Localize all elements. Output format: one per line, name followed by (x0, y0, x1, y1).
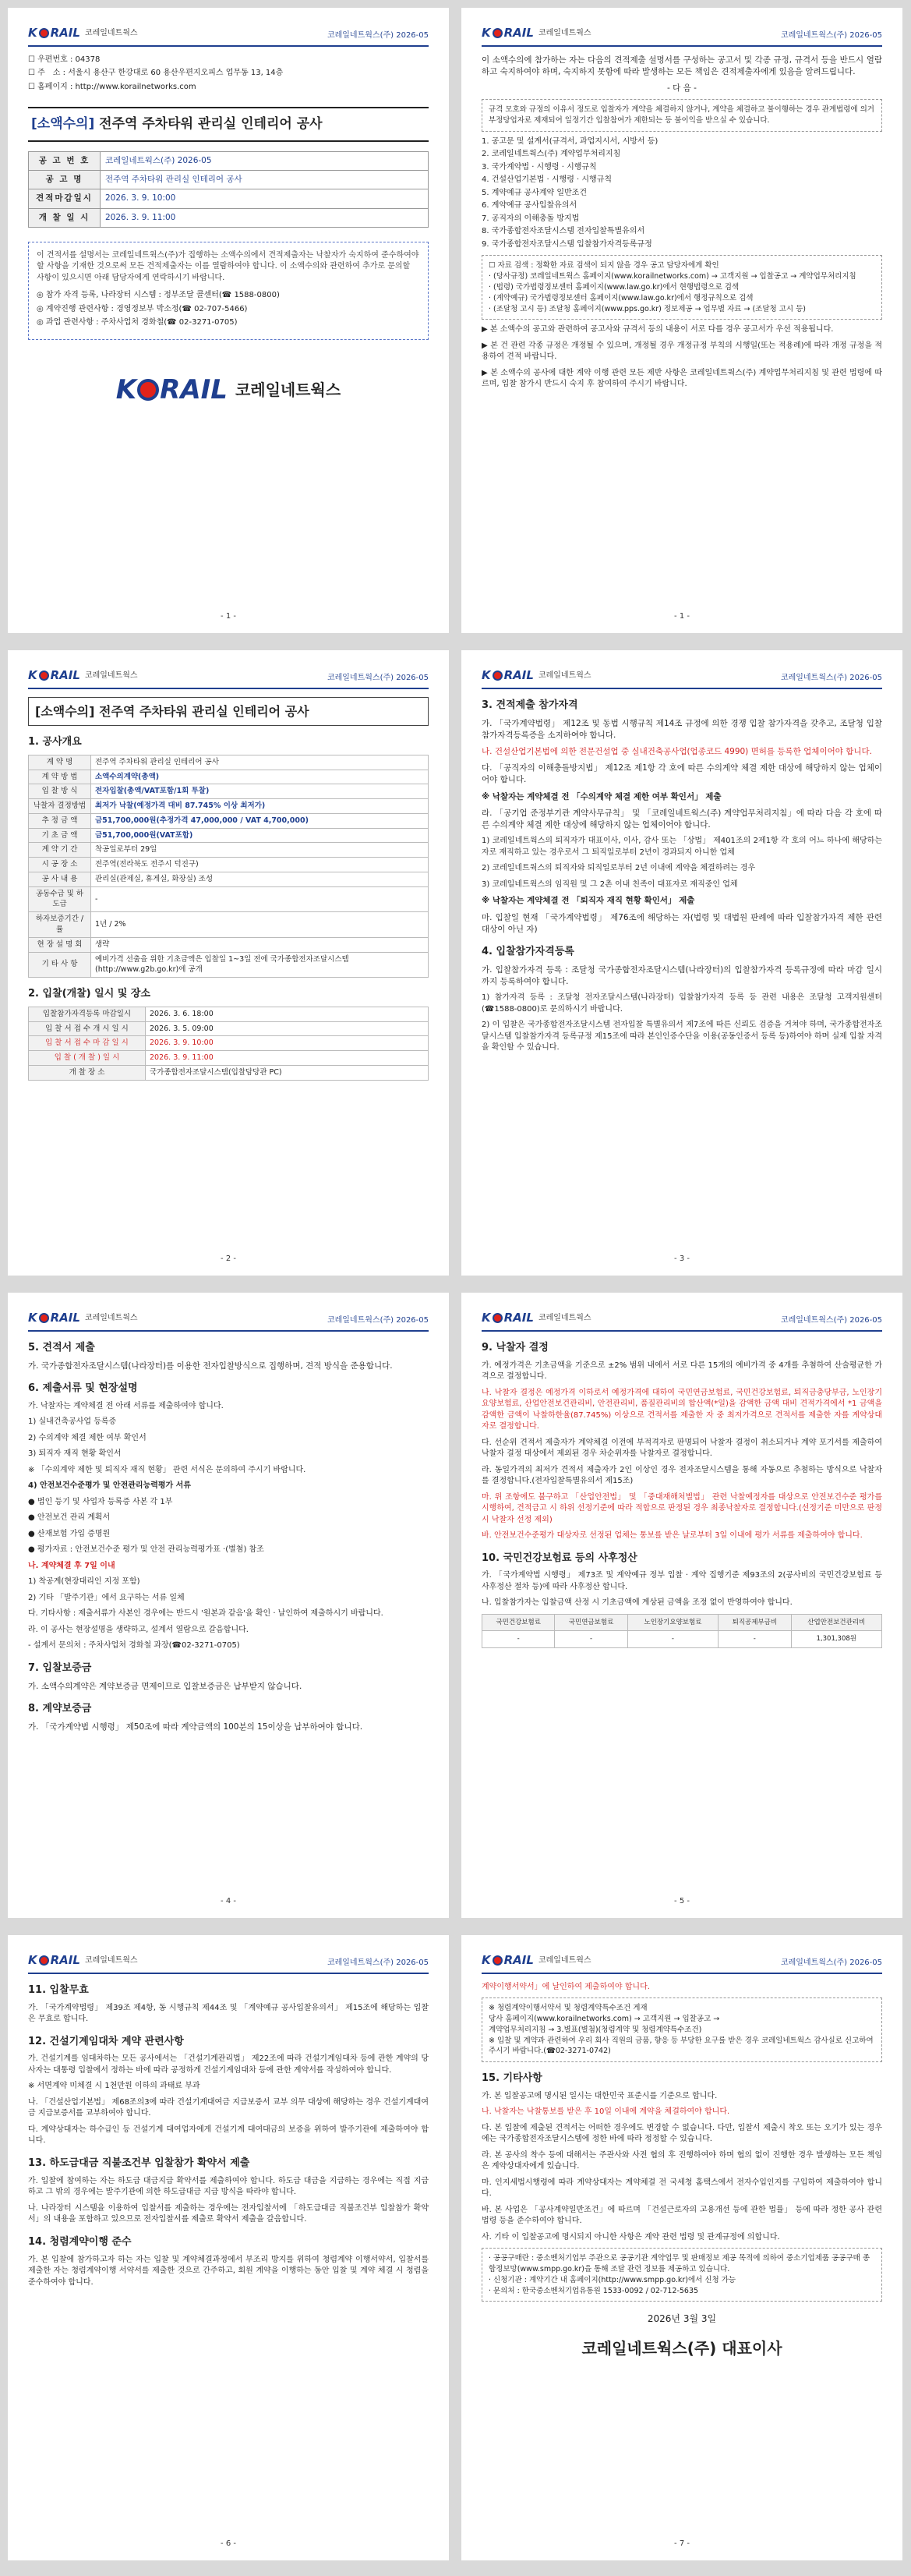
page-title: [소액수의] 전주역 주차타워 관리실 인테리어 공사 (28, 107, 429, 142)
page-2: K RAIL 코레일네트웍스 코레일네트웍스(주) 2026-05 이 소액수의에 참가하는 자는 다음의 견적제출 설명서를 구성하는 공고서 및 각종 규정, 규격서 등을 반드시 열람하고 숙지하여야 하며, 숙지하지 못함에 따라 발생하는 모든 책임은 견적제출자에게 있음을 알려드립니다. - 다 음 - 규격 모호와 규정의 이유서 정도로 입찰자가 계약을 체결하지 않거나, 계약을 체결하고 불이행하는 경우 관계법령에 의거 부정당업자로 제재되어 일정기간 입찰참여가 제한되는 등 불이익을 받으실 수 있습니다. 1. 공고문 및 설계서(규격서, 과업지시서, 시방서 등) 2. 코레일네트웍스(주) 계약업무처리지침 3. 국가계약법 · 시행령 · 시행규칙 4. 건설산업기본법 · 시행령 · 시행규칙 5. 계약예규 공사계약 일반조건 6. 계약예규 공사입찰유의서 7. 공직자의 이해충돌 방지법 8. 국가종합전자조달시스템 전자입찰특별유의서 9. 국가종합전자조달시스템 입찰참가자격등록규정 ☐ 자료 검색 : 정확한 자료 검색이 되지 않을 경우 공고 담당자에게 확인 · (당사규정) 코레일네트웍스 홈페이지(www.korailnetworks.com) → 고객지원 → 입찰공고 → 계약업무처리지침 · (법령) 국가법령정보센터 홈페이지(www.law.go.kr)에서 현행법령으로 검색 · (계약예규) 국가법령정보센터 홈페이지(www.law.go.kr)에서 행정규칙으로 검색 · (조달청 고시 등) 조달청 홈페이지(www.pps.go.kr) 정보제공 → 업무별 자료 → (조달청 고시 등) ▶ 본 소액수의 공고와 관련하여 공고사와 규격서 등의 내용이 서로 다를 경우 공고서가 우선 적용됩니다. ▶ 본 건 관련 각종 규정은 개정될 수 있으며, 개정될 경우 개정규정 부칙의 시행일(또는 적용례)에 따라 개정 규정을 적용하여 견적 바랍니다. ▶ 본 소액수의 공사에 대한 계약 이행 관련 모든 제반 사항은 코레일네트웍스(주) 계약업무처리지침 및 관련 법령에 따르며, 입찰 참가시 반드시 숙지 후 참여하여 주시기 바랍니다. - 1 - (461, 8, 902, 633)
brand-footer: K RAIL 코레일네트웍스 (115, 373, 341, 405)
document-list: 1. 공고문 및 설계서(규격서, 과업지시서, 시방서 등) 2. 코레일네트웍스(주) 계약업무처리지침 3. 국가계약법 · 시행령 · 시행규칙 4. 건설산업기본법 · 시행령 · 시행규칙 5. 계약예규 공사계약 일반조건 6. 계약예규 공사입찰유의서 7. 공직자의 이해충돌 방지법 8. 국가종합전자조달시스템 전자입찰특별유의서 9. 국가종합전자조달시스템 입찰참가자격등록규정 (482, 136, 659, 249)
intro-paragraph: 이 소액수의에 참가하는 자는 다음의 견적제출 설명서를 구성하는 공고서 및 각종 규정, 규격서 등을 반드시 열람하고 숙지하여야 하며, 숙지하지 못함에 따라 발생하는 모든 책임은 견적제출자에게 있음을 알려드립니다. (482, 55, 882, 76)
warning-note: 규격 모호와 규정의 이유서 정도로 입찰자가 계약을 체결하지 않거나, 계약을 체결하고 불이행하는 경우 관계법령에 의거 부정당업자로 제재되어 일정기간 입찰참여가 제한되는 등 불이익을 받으실 수 있습니다. (482, 99, 882, 132)
page-6: K RAIL 코레일네트웍스 코레일네트웍스(주) 2026-05 9. 낙찰자 결정 가. 예정가격은 기초금액을 기준으로 ±2% 범위 내에서 서로 다른 15개의 예비가격 중 4개를 추첨하여 산술평균한 가격으로 결정합니다. 나. 낙찰자 결정은 예정가격 이하로서 예정가격에 대하여 국민연금보험료, 국민건강보험료, 퇴직금충당부금, 노인장기요양보험료, 산업안전보건관리비, 안전관리비, 품질관리비의 합산액(*일)을 감액한 금액 대비 견적가격에서 *1 금액을 감액한 금액이 낙찰하한율(87.745%) 이상으로 견적서를 제출한 자 중 최저가격으로 견적서를 제출한 자를 계약상대자로 결정합니다. 다. 선순위 견적서 제출자가 계약체결 이전에 부적격자로 판명되어 낙찰자 결정이 취소되거나 계약 포기서를 제출하여 낙찰자 결정 대상에서 제외된 경우 차순위자를 낙찰자로 결정합니다. 라. 동일가격의 최저가 견적서 제출자가 2인 이상인 경우 전자조달시스템을 통해 자동으로 추첨하는 방식으로 낙찰자를 결정합니다.(전자입찰특별유의서 제15조) 마. 위 조항에도 불구하고 「산업안전법」 및 「중대재해처벌법」 관련 낙찰예정자를 대상으로 안전보건수준 평가를 시행하여, 견적금고 시 하위 선정기준에 따라 적합으로 판정된 경우 최종낙찰자로 결정합니다.(선정기준 미만으로 판정 시 낙찰자 선정 제외) 바. 안전보건수준평가 대상자로 선정된 업체는 통보를 받은 날로부터 3일 이내에 평가 서류를 제출하여야 합니다. 10. 국민건강보험료 등의 사후정산 가. 「국가계약법 시행령」 제73조 및 계약예규 정부 입찰 · 계약 집행기준 제93조의 2(공사비의 국민건강보험료 등 사후정산 절차 등)에 따라 사후정산 합니다. 나. 입찰참가자는 입찰금액 산정 시 기초금액에 계상된 금액을 조정 없이 반영하여야 합니다. 국민건강보험료 국민연금보험료 노인장기요양보험료 퇴직공제부금비 산업안전보건관리비 - - - - 1,301,308원 - 5 - (461, 1293, 902, 1918)
postal-code: ☐ 우편번호 : 04378 (28, 55, 101, 64)
integrity-box: ※ 청렴계약이행서약서 및 청렴계약특수조건 게재 당사 홈페이지(www.korailnetworks.com) → 고객지원 → 입찰공고 → 계약업무처리지침 → 3.별표(별첨)(청렴계약 및 청렴계약특수조건) ※ 입찰 및 계약과 관련하여 우리 회사 직원의 금품, 향응 등 부당한 요구를 받은 경우 코레일네트웍스 감사실로 신고하여 주시기 바랍니다.(☎02-3271-0742) (482, 1997, 882, 2062)
reference-box: ☐ 자료 검색 : 정확한 자료 검색이 되지 않을 경우 공고 담당자에게 확인 · (당사규정) 코레일네트웍스 홈페이지(www.korailnetworks.com) → 고객지원 → 입찰공고 → 계약업무처리지침 · (법령) 국가법령정보센터 홈페이지(www.law.go.kr)에서 현행법령으로 검색 · (계약예규) 국가법령정보센터 홈페이지(www.law.go.kr)에서 행정규칙으로 검색 · (조달청 고시 등) 조달청 홈페이지(www.pps.go.kr) 정보제공 → 업무별 자료 → (조달청 고시 등) (482, 255, 882, 320)
contact-contract: ◎ 계약진행 관련사항 : 경영정보부 박소정(☎ 02-707-5466) (37, 304, 248, 313)
page-header (28, 25, 429, 47)
announcement-table: 공 고 번 호 코레일네트웍스(주) 2026-05 공 고 명 전주역 주차타워 관리실 인테리어 공사 견적마감일시 2026. 3. 9. 10:00 개 찰 일 시 2026. 3. 9. 11:00 (28, 151, 429, 228)
page-3: K RAIL 코레일네트웍스 코레일네트웍스(주) 2026-05 [소액수의] 전주역 주차타워 관리실 인테리어 공사 1. 공사개요 계 약 명 전주역 주차타워 관리실 인테리어 공사 계 약 방 법 소액수의계약(총액) 입 찰 방 식 전자입찰(총액/VAT포함/1회 투찰) 낙찰자 결정방법 최저가 낙찰(예정가격 대비 87.745% 이상 최저가) 추 정 금 액 금51,700,000원(추정가격 47,000,000 / VAT 4,700,000) 기 초 금 액 금51,700,000원(VAT포함) 계 약 기 간 착공일로부터 29일 시 공 장 소 전주역(전라북도 전주시 덕진구) 공 사 내 용 관리실(관제실, 휴게실, 화장실) 조성 공동수급 및 하도급 - 하자보증기간 / 률 1년 / 2% 현 장 설 명 회 생략 기 타 사 항 예비가격 선출을 위한 기초금액은 입찰일 1~3일 전에 국가종합전자조달시스템(http://www.g2b.go.kr)에 공개 2. 입찰(개찰) 일시 및 장소 입찰참가자격등록 마감일시 2026. 3. 6. 18:00 입 찰 서 접 수 개 시 일 시 2026. 3. 5. 09:00 입 찰 서 접 수 마 감 일 시 2026. 3. 9. 10:00 입 찰 ( 개 찰 ) 일 시 2026. 3. 9. 11:00 개 찰 장 소 국가종합전자조달시스템(입찰담당관 PC) - 2 - (8, 650, 449, 1276)
page-8: K RAIL 코레일네트웍스 코레일네트웍스(주) 2026-05 계약이행서약서」에 날인하여 제출하여야 합니다. ※ 청렴계약이행서약서 및 청렴계약특수조건 게재 당사 홈페이지(www.korailnetworks.com) → 고객지원 → 입찰공고 → 계약업무처리지침 → 3.별표(별첨)(청렴계약 및 청렴계약특수조건) ※ 입찰 및 계약과 관련하여 우리 회사 직원의 금품, 향응 등 부당한 요구를 받은 경우 코레일네트웍스 감사실로 신고하여 주시기 바랍니다.(☎02-3271-0742) 15. 기타사항 가. 본 입찰공고에 명시된 일시는 대한민국 표준시를 기준으로 합니다. 나. 낙찰자는 낙찰통보를 받은 후 10일 이내에 계약을 체결하여야 합니다. 다. 본 입찰에 제출된 견적서는 어떠한 경우에도 변경할 수 없습니다. 다만, 입찰서 제출시 착오 또는 오기가 있는 경우에는 국가종합전자조달시스템에 정한 바에 따라 정정할 수 있습니다. 라. 본 공사의 착수 등에 대해서는 주관사와 사전 협의 후 진행하여야 하며 협의 없이 진행한 경우 발생하는 모든 책임은 계약상대자에게 있습니다. 마. 인지세법시행령에 따라 계약상대자는 계약체결 전 국세청 홈택스에서 전자수입인지를 구입하여 제출하여야 합니다. 바. 본 사업은 「공사계약일반조건」에 따르며 「건설근로자의 고용개선 등에 관한 법률」 등에 따라 정한 공사 관련 법령 등을 준수하여야 합니다. 사. 기타 이 입찰공고에 명시되지 아니한 사항은 계약 관련 법령 및 관계규정에 의합니다. · 공공구매란 : 중소벤처기업부 주관으로 공공기관 계약업무 및 판매정보 제공 목적에 의하여 중소기업제품 공공구매 종합정보망(www.smpp.go.kr)을 통해 조달 관련 정보를 제공하고 있습니다. · 신청기관 : 계약기간 내 홈페이지(http://www.smpp.go.kr)에서 신청 가능 · 문의처 : 한국중소벤처기업유통원 1533-0092 / 02-712-5635 2026년 3월 3일 코레일네트웍스(주) 대표이사 - 7 - (461, 1935, 902, 2560)
sign-date: 2026년 3월 3일 (647, 2313, 717, 2325)
header-right: 코레일네트웍스(주) 2026-05 (327, 31, 429, 41)
signer: 코레일네트웍스(주) 대표이사 (581, 2338, 782, 2358)
page-5: K RAIL 코레일네트웍스 코레일네트웍스(주) 2026-05 5. 견적서 제출 가. 국가종합전자조달시스템(나라장터)를 이용한 전자입찰방식으로 집행하며, 견적 방식을 준용합니다. 6. 제출서류 및 현장설명 가. 낙찰자는 계약체결 전 아래 서류를 제출하여야 합니다. 1) 실내건축공사업 등록증 2) 수의계약 체결 제한 여부 확인서 3) 퇴직자 재직 현황 확인서 ※ 「수의계약 제한 및 퇴직자 재직 현황」 관련 서식은 문의하여 주시기 바랍니다. 4) 안전보건수준평가 및 안전관리능력평가 서류 ● 법인 등기 및 사업자 등록증 사본 각 1부 ● 안전보건 관리 계획서 ● 산재보험 가입 증명원 ● 평가자료 : 안전보건수준 평가 및 안전 관리능력평가표 ·(별첨) 참조 나. 계약체결 후 7일 이내 1) 착공계(현장대리인 지정 포함) 2) 기타 「발주기관」에서 요구하는 서류 일체 다. 기타사항 : 제출서류가 사본인 경우에는 반드시 '원본과 같음'을 확인 · 날인하여 제출하시기 바랍니다. 라. 이 공사는 현장설명을 생략하고, 설계서 열람으로 갈음합니다. - 설계서 문의처 : 주차사업처 경화철 과장(☎02-3271-0705) 7. 입찰보증금 가. 소액수의계약은 계약보증금 면제이므로 입찰보증금은 납부받지 않습니다. 8. 계약보증금 가. 「국가계약법 시행령」 제50조에 따라 계약금액의 100분의 15이상을 납부하여야 합니다. - 4 - (8, 1293, 449, 1918)
contact-info (28, 55, 429, 94)
public-purchase-box: · 공공구매란 : 중소벤처기업부 주관으로 공공기관 계약업무 및 판매정보 제공 목적에 의하여 중소기업제품 공공구매 종합정보망(www.smpp.go.kr)을 통해 조달 관련 정보를 제공하고 있습니다. · 신청기관 : 계약기간 내 홈페이지(http://www.smpp.go.kr)에서 신청 가능 · 문의처 : 한국중소벤처기업유통원 1533-0092 / 02-712-5635 (482, 2248, 882, 2302)
korail-logo: K RAIL 코레일네트웍스 (28, 26, 138, 40)
notice-box: 이 견적서를 설명서는 코레일네트웍스(주)가 집행하는 소액수의에서 견적제출자는 낙찰자가 숙지하여 준수하여야 할 사항을 기재한 것으로써 모든 견적제출자는 이를 열람하여야 합니다. 이 소액수의와 관련하여 추가로 문의할 사항이 있으시면 아래 담당자에게 연락하시기 바랍니다. ◎ 참가 자격 등록, 나라장터 시스템 : 정부조달 콜센터(☎ 1588-0800) ◎ 계약진행 관련사항 : 경영정보부 박소정(☎ 02-707-5466) ◎ 과업 관련사항 : 주차사업처 경화철(☎ 02-3271-0705) (28, 242, 429, 340)
section-title: [소액수의] 전주역 주차타워 관리실 인테리어 공사 (28, 697, 429, 726)
address: ☐ 주 소 : 서울시 용산구 한강대로 60 용산우편지오피스 업무동 13, 14층 (28, 69, 284, 78)
contact-g2b: ◎ 참가 자격 등록, 나라장터 시스템 : 정부조달 콜센터(☎ 1588-0800) (37, 291, 280, 300)
contact-task: ◎ 과업 관련사항 : 주차사업처 경화철(☎ 02-3271-0705) (37, 318, 238, 327)
page-7: K RAIL 코레일네트웍스 코레일네트웍스(주) 2026-05 11. 입찰무효 가. 「국가계약법령」 제39조 제4항, 동 시행규칙 제44조 및 「계약예규 공사입찰유의서」 제15조에 해당하는 입찰은 무효로 합니다. 12. 건설기계임대차 계약 관련사항 가. 건설기계를 임대차하는 모든 공사에서는 「건설기계관리법」 제22조에 따라 건설기계임대차 등에 관한 계약의 당사자는 대통령 입찰에서 정하는 바에 따라 공정하게 건설기계임대차 등에 관한 계약서를 작성하여야 합니다. ※ 서면계약 미체결 시 1천만원 이하의 과태료 부과 나. 「건설산업기본법」 제68조의3에 따라 건설기계대여금 지급보증서 교부 의무 대상에 해당하는 경우 건설기계대여금 지급보증서를 교부하여야 합니다. 다. 계약상대자는 하수급인 등 건설기계 대여업자에게 건설기계 대여대금의 보증을 위하여 발주기관에 제출하여야 합니다. 13. 하도급대금 직불조건부 입찰참가 확약서 제출 가. 입찰에 참여하는 자는 하도급 대금지급 확약서를 제출하여야 합니다. 하도급 대금을 지급하는 경우에는 직접 지급하고 그 밖의 경우에는 발주기관에 의한 하도급대금 지급 방식을 따라야 합니다. 나. 나라장터 시스템을 이용하여 입찰서를 제출하는 경우에는 전자입찰서에 「하도급대금 직불조건부 입찰참가 확약서」의 내용을 포함하고 있으므로 전자입찰서를 제출로 확약서 제출을 갈음합니다. 14. 청렴계약이행 준수 가. 본 입찰에 참가하고자 하는 자는 입찰 및 계약체결과정에서 부조리 방지를 위하여 청렴계약 이행서약서, 입찰서를 제출한 자는 청렴계약이행 서약서를 제출한 것으로 간주하고, 회원 계약을 이행하는 동안 입찰 및 계약 체결 시 청렴을 준수하여야 합니다. - 6 - (8, 1935, 449, 2560)
schedule-table: 입찰참가자격등록 마감일시 2026. 3. 6. 18:00 입 찰 서 접 수 개 시 일 시 2026. 3. 5. 09:00 입 찰 서 접 수 마 감 일 시 2026. 3. 9. 10:00 입 찰 ( 개 찰 ) 일 시 2026. 3. 9. 11:00 개 찰 장 소 국가종합전자조달시스템(입찰담당관 PC) (28, 1007, 429, 1081)
page-4: K RAIL 코레일네트웍스 코레일네트웍스(주) 2026-05 3. 견적제출 참가자격 가. 「국가계약법령」 제12조 및 동법 시행규칙 제14조 규정에 의한 경쟁 입찰 참가자격을 갖추고, 조달청 입찰참가자격등록증을 소지하여야 합니다. 나. 건설산업기본법에 의한 전문건설업 중 실내건축공사업(업종코드 4990) 면허를 등록한 업체이어야 합니다. 다. 「공직자의 이해충돌방지법」 제12조 제1항 각 호에 따른 수의계약 체결 제한 대상에 해당하지 않는 업체이어야 합니다. ※ 낙찰자는 계약체결 전 「수의계약 체결 제한 여부 확인서」 제출 라. 「공기업 준정부기관 계약사무규칙」 및 「코레일네트웍스(주) 계약업무처리지침」에 따라 다음 각 호에 따른 수의계약 체결 제한 대상에 해당하지 않는 업체이어야 합니다. 1) 코레일네트웍스의 퇴직자가 대표이사, 이사, 감사 또는 「상법」 제401조의 2제1항 각 호의 어느 하나에 해당하는 자로 재직하고 있는 경우로서 그 퇴직일로부터 2년이 경과되지 아니한 업체 2) 코레일네트웍스의 퇴직자와 퇴직일로부터 2년 이내에 계약을 체결하려는 경우 3) 코레일네트웍스의 임직원 및 그 2촌 이내 친족이 대표자로 재직중인 업체 ※ 낙찰자는 계약체결 전 「퇴직자 재직 현황 확인서」 제출 마. 입찰일 현재 「국가계약법령」 제76조에 해당하는 자(법령 및 대법원 판례에 따라 입찰참가자격 제한 관련 대상이 아닌 자) 4. 입찰참가자격등록 가. 입찰참가자격 등록 : 조달청 국가종합전자조달시스템(나라장터)의 입찰참가자격 등록규정에 따라 마감 일시까지 등록하여야 합니다. 1) 참가자격 등록 : 조달청 전자조달시스템(나라장터) 입찰참가자격 등록 등 관련 내용은 조달청 고객지원센터(☎1588-0800)로 문의하시기 바랍니다. 2) 이 입찰은 국가종합전자조달시스템 전자입찰 특별유의서 제7조에 따른 신뢰도 검증을 거쳐야 하며, 국가종합전자조달시스템 입찰참가자격 등록규정 제15조에 따라 본인인증수단을 이용(공동인증서 등록 등)하여야 하며 실제 입찰 자격을 확인할 수 있습니다. - 3 - (461, 650, 902, 1276)
overview-table: 계 약 명 전주역 주차타워 관리실 인테리어 공사 계 약 방 법 소액수의계약(총액) 입 찰 방 식 전자입찰(총액/VAT포함/1회 투찰) 낙찰자 결정방법 최저가 낙찰(예정가격 대비 87.745% 이상 최저가) 추 정 금 액 금51,700,000원(추정가격 47,000,000 / VAT 4,700,000) 기 초 금 액 금51,700,000원(VAT포함) 계 약 기 간 착공일로부터 29일 시 공 장 소 전주역(전라북도 전주시 덕진구) 공 사 내 용 관리실(관제실, 휴게실, 화장실) 조성 공동수급 및 하도급 - 하자보증기간 / 률 1년 / 2% 현 장 설 명 회 생략 기 타 사 항 예비가격 선출을 위한 기초금액은 입찰일 1~3일 전에 국가종합전자조달시스템(http://www.g2b.go.kr)에 공개 (28, 755, 429, 978)
insurance-table: 국민건강보험료 국민연금보험료 노인장기요양보험료 퇴직공제부금비 산업안전보건관리비 - - - - 1,301,308원 (482, 1614, 882, 1648)
homepage-link[interactable]: ☐ 홈페이지 : http://www.korailnetworks.com (28, 82, 196, 91)
page-1: K RAIL 코레일네트웍스 코레일네트웍스(주) 2026-05 ☐ 우편번호 : 04378 ☐ 주 소 : 서울시 용산구 한강대로 60 용산우편지오피스 업무동 13, 14층 ☐ 홈페이지 : http://www.korailnetworks.com [소액수의] 전주역 주차타워 관리실 인테리어 공사 공 고 번 호 코레일네트웍스(주) 2026-05 공 고 명 전주역 주차타워 관리실 인테리어 공사 견적마감일시 2026. 3. 9. 10:00 개 찰 일 시 2026. 3. 9. 11:00 이 견적서를 설명서는 코레일네트웍스(주)가 집행하는 소액수의에서 견적제출자는 낙찰자가 숙지하여 준수하여야 할 사항을 기재한 것으로써 모든 견적제출자는 이를 열람하여야 합니다. 이 소액수의와 관련하여 추가로 문의할 사항이 있으시면 아래 담당자에게 연락하시기 바랍니다. ◎ 참가 자격 등록, 나라장터 시스템 : 정부조달 콜센터(☎ 1588-0800) ◎ 계약진행 관련사항 : 경영정보부 박소정(☎ 02-707-5466) ◎ 과업 관련사항 : 주차사업처 경화철(☎ 02-3271-0705) K RAIL 코레일네트웍스 - 1 - (8, 8, 449, 633)
